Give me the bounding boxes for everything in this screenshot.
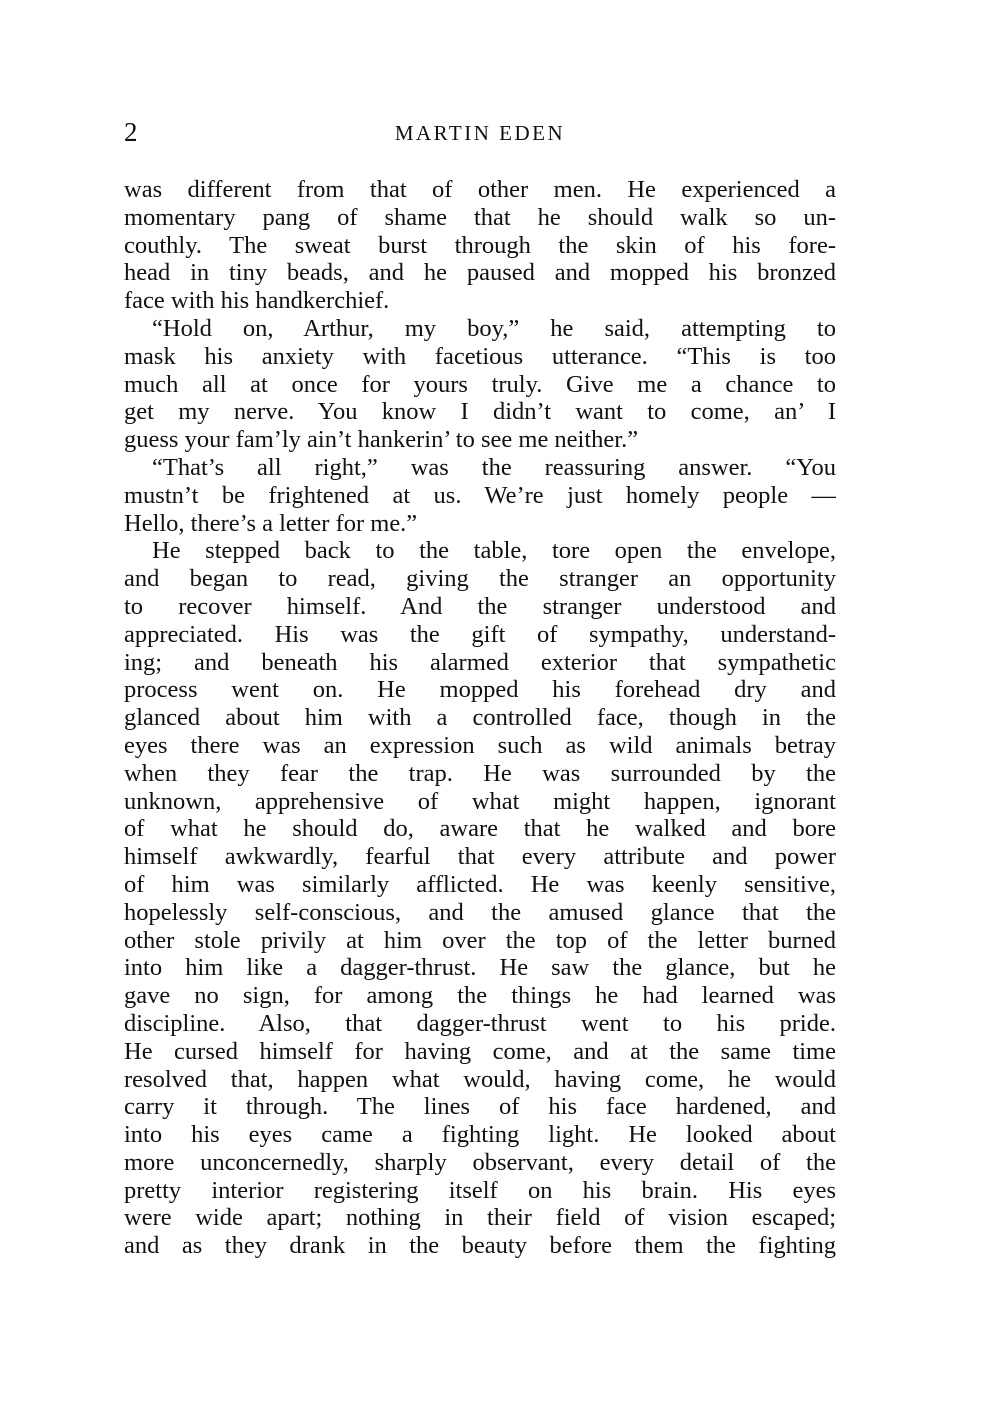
text-line: couthly. The sweat burst through the skin of his fore-: [124, 231, 836, 259]
text-line: mask his anxiety with facetious utterance. “This is too: [124, 342, 836, 370]
text-line: mustn’t be frightened at us. We’re just homely people —: [124, 481, 836, 509]
text-line: into him like a dagger-thrust. He saw the glance, but he: [124, 954, 836, 982]
text-line: was different from that of other men. He experienced a: [124, 176, 836, 203]
text-line: of what he should do, aware that he walked and bore: [124, 815, 836, 843]
text-line: Hello, there’s a letter for me.”: [124, 509, 418, 537]
text-line: unknown, apprehensive of what might happen, ignorant: [124, 787, 836, 815]
text-line: ing; and beneath his alarmed exterior that sympathetic: [124, 648, 836, 676]
text-line: hopelessly self-conscious, and the amused glance that the: [124, 898, 836, 926]
page-header: [124, 116, 836, 148]
text-line: gave no sign, for among the things he had learned was: [124, 982, 836, 1010]
text-line: discipline. Also, that dagger-thrust went to his pride.: [124, 1009, 836, 1037]
text-line: glanced about him with a controlled face, though in the: [124, 704, 836, 732]
text-line: resolved that, happen what would, having come, he would: [124, 1065, 836, 1093]
text-line: get my nerve. You know I didn’t want to come, an’ I: [124, 398, 836, 426]
running-title: MARTIN EDEN: [394, 121, 566, 145]
text-line: and as they drank in the beauty before them the fighting: [124, 1232, 836, 1260]
text-line: when they fear the trap. He was surrounded by the: [124, 759, 836, 787]
text-line: and began to read, giving the stranger an opportunity: [124, 565, 836, 593]
text-line: carry it through. The lines of his face hardened, and: [124, 1093, 836, 1121]
text-line: guess your fam’ly ain’t hankerin’ to see me neither.”: [124, 426, 639, 454]
text-line: pretty interior registering itself on his brain. His eyes: [124, 1176, 836, 1204]
text-line: were wide apart; nothing in their field of vision escaped;: [124, 1204, 836, 1232]
page-number: 2: [124, 117, 138, 147]
text-line: He cursed himself for having come, and at the same time: [124, 1037, 836, 1065]
text-line: He stepped back to the table, tore open the envelope,: [152, 537, 836, 565]
text-line: to recover himself. And the stranger understood and: [124, 592, 836, 620]
text-line: into his eyes came a fighting light. He looked about: [124, 1121, 836, 1149]
text-line: “That’s all right,” was the reassuring answer. “You: [152, 453, 836, 481]
body-text: [124, 176, 836, 1260]
text-line: other stole privily at him over the top of the letter burned: [124, 926, 836, 954]
text-line: more unconcernedly, sharply observant, every detail of the: [124, 1148, 836, 1176]
text-line: appreciated. His was the gift of sympathy, understand-: [124, 620, 836, 648]
text-line: process went on. He mopped his forehead dry and: [124, 676, 836, 704]
text-line: much all at once for yours truly. Give me a chance to: [124, 370, 836, 398]
text-line: head in tiny beads, and he paused and mopped his bronzed: [124, 259, 836, 287]
text-line: eyes there was an expression such as wild animals betray: [124, 731, 836, 759]
text-line: “Hold on, Arthur, my boy,” he said, attempting to: [152, 314, 836, 342]
text-line: face with his handkerchief.: [124, 287, 390, 315]
text-line: himself awkwardly, fearful that every attribute and power: [124, 843, 836, 871]
text-line: momentary pang of shame that he should walk so un-: [124, 203, 836, 231]
text-line: of him was similarly afflicted. He was keenly sensitive,: [124, 870, 836, 898]
